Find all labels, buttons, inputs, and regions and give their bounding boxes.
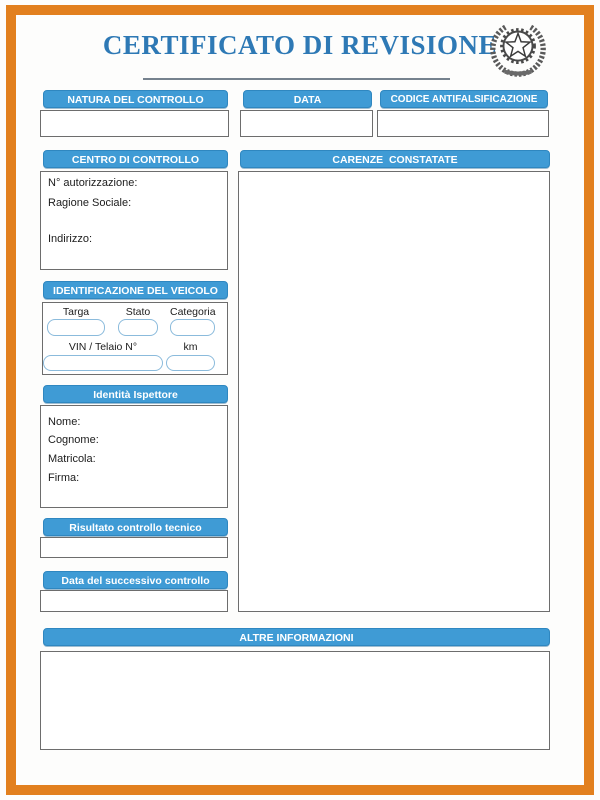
codice-antifalsificazione-header: CODICE ANTIFALSIFICAZIONE (380, 90, 548, 108)
carenze-constatate-header: CARENZE CONSTATATE (240, 150, 550, 168)
data-header: DATA (243, 90, 372, 108)
veicolo-categoria-field[interactable] (170, 319, 215, 336)
veicolo-label-targa: Targa (62, 306, 90, 318)
veicolo-label-stato: Stato (125, 306, 151, 318)
centro-di-controllo-header: CENTRO DI CONTROLLO (43, 150, 228, 168)
ispettore-label-nome: Nome: (48, 416, 81, 428)
page-title: CERTIFICATO DI REVISIONE (102, 30, 498, 60)
centro-label-indirizzo: Indirizzo: (48, 233, 93, 245)
centro-label-ragione-sociale: Ragione Sociale: (48, 197, 132, 209)
natura-del-controllo-field[interactable] (40, 110, 229, 137)
veicolo-label-categoria: Categoria (170, 306, 216, 318)
risultato-controllo-header: Risultato controllo tecnico (43, 518, 228, 536)
title-divider (143, 78, 450, 80)
identificazione-veicolo-header: IDENTIFICAZIONE DEL VEICOLO (43, 281, 228, 299)
carenze-constatate-field[interactable] (238, 171, 550, 612)
veicolo-label-vin: VIN / Telaio N° (68, 341, 138, 353)
successivo-controllo-field[interactable] (40, 590, 228, 612)
veicolo-vin-field[interactable] (43, 355, 163, 371)
veicolo-km-field[interactable] (166, 355, 215, 371)
ispettore-label-cognome: Cognome: (48, 434, 99, 446)
risultato-controllo-field[interactable] (40, 537, 228, 558)
identita-ispettore-header: Identità Ispettore (43, 385, 228, 403)
centro-label-autorizzazione: N° autorizzazione: (48, 177, 138, 189)
veicolo-stato-field[interactable] (118, 319, 158, 336)
data-field[interactable] (240, 110, 373, 137)
natura-del-controllo-header: NATURA DEL CONTROLLO (43, 90, 228, 108)
altre-informazioni-header: ALTRE INFORMAZIONI (43, 628, 550, 646)
veicolo-label-km: km (183, 341, 198, 353)
codice-antifalsificazione-field[interactable] (377, 110, 549, 137)
veicolo-targa-field[interactable] (47, 319, 105, 336)
ispettore-label-firma: Firma: (48, 472, 80, 484)
ispettore-label-matricola: Matricola: (48, 453, 96, 465)
italian-republic-emblem-icon (487, 16, 549, 78)
altre-informazioni-field[interactable] (40, 651, 550, 750)
successivo-controllo-header: Data del successivo controllo (43, 571, 228, 589)
